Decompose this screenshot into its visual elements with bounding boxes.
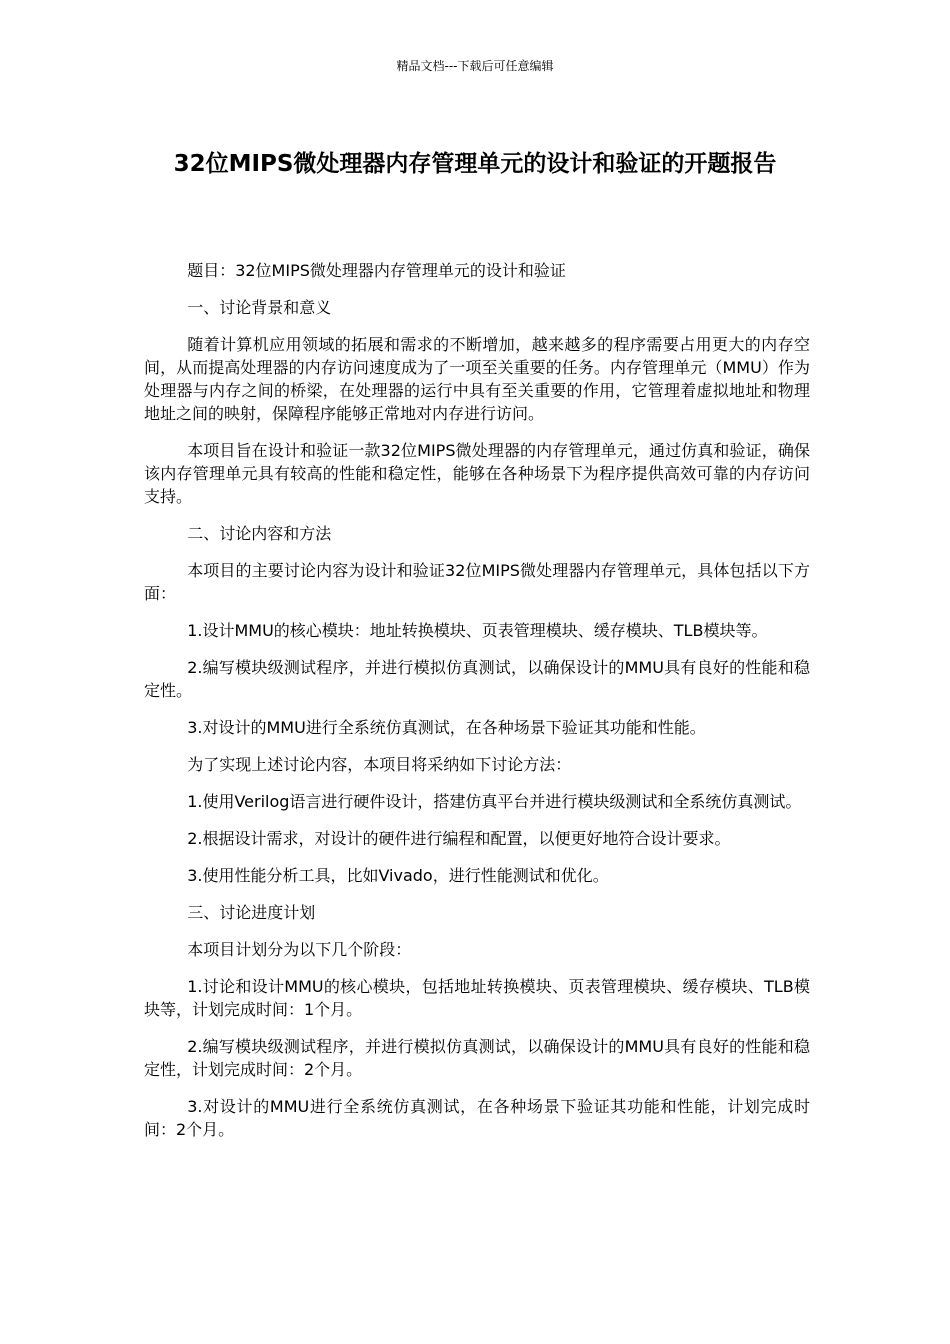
list-item-method-3: 3.使用性能分析工具，比如Vivado，进行性能测试和优化。: [187, 866, 609, 885]
paragraph-background: 随着计算机应用领域的拓展和需求的不断增加，越来越多的程序需要占用更大的内存空间，从而提高处理器的内存访问速度成为了一项至关重要的任务。内存管理单元（MMU）作为处理器与内存之间的桥梁，在处理器的运行中具有至关重要的作用，它管理着虚拟地址和物理地址之间的映射，保障程序能够正常地对内存进行访问。: [144, 335, 810, 423]
list-item-content-1: 1.设计MMU的核心模块：地址转换模块、页表管理模块、缓存模块、TLB模块等。: [187, 621, 768, 640]
document-body: [144, 259, 810, 1155]
list-item-content-3: 3.对设计的MMU进行全系统仿真测试，在各种场景下验证其功能和性能。: [187, 718, 706, 737]
paragraph-schedule-intro: 本项目计划分为以下几个阶段：: [187, 940, 412, 959]
topic-line: 题目：32位MIPS微处理器内存管理单元的设计和验证: [187, 261, 566, 280]
list-item-schedule-2: 2.编写模块级测试程序，并进行模拟仿真测试，以确保设计的MMU具有良好的性能和稳定性，计划完成时间：2个月。: [144, 1037, 810, 1079]
section-heading-background: 一、讨论背景和意义: [187, 298, 332, 317]
section-heading-schedule: 三、讨论进度计划: [187, 903, 316, 922]
list-item-content-2: 2.编写模块级测试程序，并进行模拟仿真测试，以确保设计的MMU具有良好的性能和稳定性。: [144, 658, 810, 700]
page-header: 精品文档---下载后可任意编辑: [396, 59, 554, 73]
paragraph-methods-intro: 为了实现上述讨论内容，本项目将采纳如下讨论方法：: [187, 755, 572, 774]
list-item-schedule-3: 3.对设计的MMU进行全系统仿真测试，在各种场景下验证其功能和性能，计划完成时间：2个月。: [144, 1097, 810, 1139]
section-heading-content-methods: 二、讨论内容和方法: [187, 524, 332, 543]
list-item-method-2: 2.根据设计需求，对设计的硬件进行编程和配置，以便更好地符合设计要求。: [187, 829, 731, 848]
paragraph-content-intro: 本项目的主要讨论内容为设计和验证32位MIPS微处理器内存管理单元，具体包括以下方面：: [144, 561, 810, 603]
paragraph-project-goal: 本项目旨在设计和验证一款32位MIPS微处理器的内存管理单元，通过仿真和验证，确保该内存管理单元具有较高的性能和稳定性，能够在各种场景下为程序提供高效可靠的内存访问支持。: [144, 441, 810, 506]
list-item-schedule-1: 1.讨论和设计MMU的核心模块，包括地址转换模块、页表管理模块、缓存模块、TLB模块等，计划完成时间：1个月。: [144, 977, 810, 1019]
document-title: 32位MIPS微处理器内存管理单元的设计和验证的开题报告: [173, 151, 777, 177]
list-item-method-1: 1.使用Verilog语言进行硬件设计，搭建仿真平台并进行模块级测试和全系统仿真测试。: [187, 792, 802, 811]
